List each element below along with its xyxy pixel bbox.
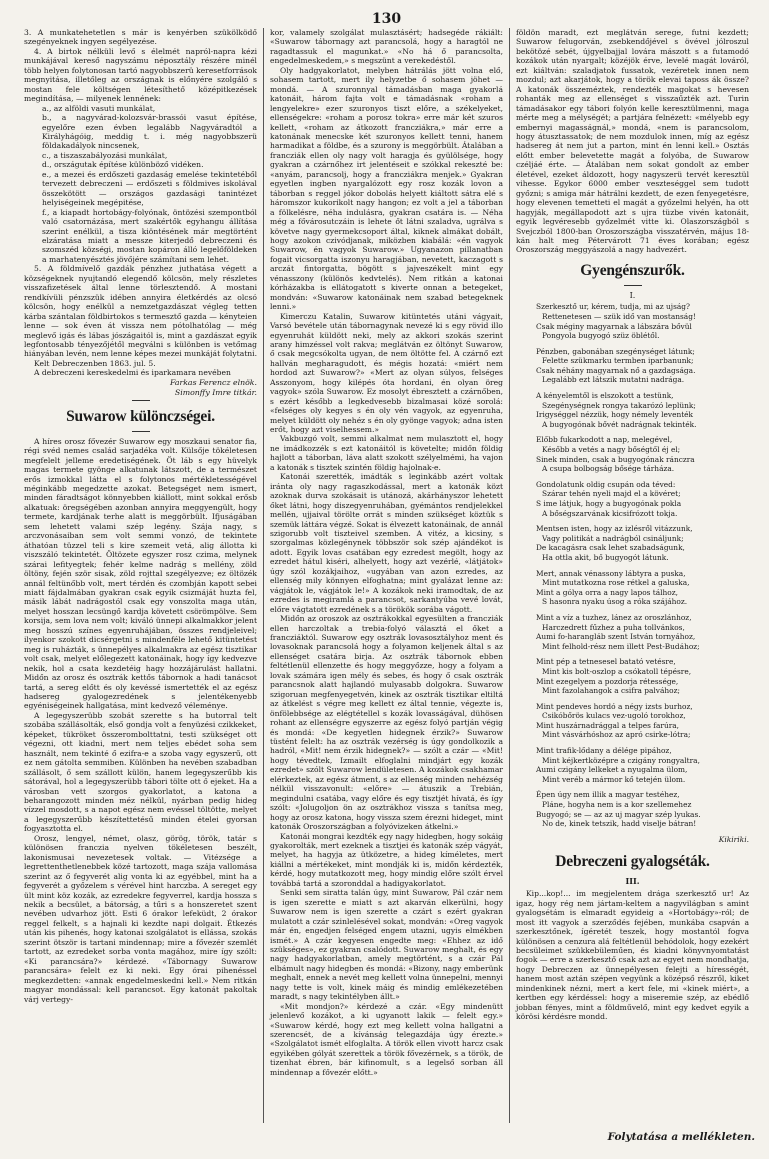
chamber-announcement — [24, 28, 257, 398]
poem-line: A bőségszarvának kicsifrózott tokja. — [542, 508, 678, 518]
article-paragraph: Orosz, lengyel, német, olasz, görög, török, tatár s különösen franczia nyelven tökéletesen beszélt, lakonismusai nevezetesek voltak. — Vitézsége a legrettenthetlenebbek közé tartozott, maga szája vallomása szerint az ő fegyverét alig vonta ki az egyébbel, mint ha a fegyverét a győzelem s vérével hint harczba. A sereget egy ült mint köz kozák, az ezredekre fegyverrel, kardja hossza s nekik a becsület, a bátorság, a tűri s a honszeretet szent nevében udvarhoz jött. Esti 6 órakor lefeküdt, 2 órakor reggel felkelt, s a hajnali ki kezdte napi dolgait. Étkezés után kis pihenés, hogy katonai szolgálatot is ellássa, szokás szerint ötször is tartani mindennap; mire a fővezér szemlét tartott, az ezredeket sorba vonta magához, mire így szólt: «Ki parancsára?» kérdezé. «Tábornagy Suwarow parancsára» felelt ez ki neki. Egy órai pihenéssel megkezdetten: «annak engedelmeskedni kell.» Nem ritkán magyar mondással: kell parancsot. Egy katonát pakoltak várj vertegy- — [24, 833, 257, 1004]
poem-line: De kacagásra csak lehet szabadságunk, — [536, 543, 685, 553]
article-paragraph: A híres orosz fővezér Suwarow egy moszkaui senator fia, régi svéd nemes család sarjadéka volt. Külsője tökéletesen megfelelt jelleme eredetiségének. Öt láb s egy hüvelyk magas termete gyönge alkatunak látszott, de a természet erős izmokkal látta el s folytonos mértékletességével méginkább megedzette azokat. Betegséget nem ismert, minden fáradtságot könnyebben kiállott, mint sokkal erősb alkatuak: öregségében azonban annyira meggyengült, hogy termete, kardjának terhe alatt is meggörbült. Ifjuságában sem lehetett valami szép legény. Szája nagy, s arczvonásaiban sem volt semmi vonzó, de tekintete áthatóan tüzzel teli s kire szemeit vetá, alig állotta ki viszszáló tekintetét. Öltözete egyszer rosz czima, melynek szárai lefityegtek; fehér kelme nadrág s mellény, zöld öltöny, fején ször sisak, zöld rojttal szegélyezve; ez öltözék annál feltünőbb volt, mert térdén és czombján kapott sebei miatt fájdalmában gyakran csak egyik csizmáját huzta fel, másik lábát nadrágostól csak egy vonszolta maga után, melyet hosszan lecsüngő kardja követett csörömpölve. Sem korsija, sem lova nem volt; kiváló ünnepi alkalmakkor jelent meg hosszú színes egyenruhájában, összes rendjeleivel; ilyenkor szokott dicsérgetni s mindenféle lehető kitüntetést meg is ruházták, s ünnepélyes alkalmakra az egész tisztikar volt csak, melyet előlegezett katonáinak, hogy így kedvezve nekik, hol a csata kezdetéig hagy hozzájárulást hallatni. Midőn az orosz és osztrák kettős tábornok a hadi tanácsot tartá, a sereg előtt és oly kevéssé ismertették el az egész hadsereg gyalogezredének s jelentékenyebb egyéniségeinek hallgatása, mint kedvező véleménye. — [24, 436, 257, 711]
signature-president: Farkas Ferencz elnök. — [169, 377, 257, 387]
poem-line: Mint fazolahangok a csifra palvához; — [542, 686, 680, 696]
poem-line: Felette szükmarku termben iparbanunk; — [542, 356, 694, 366]
poem-line: Mert, annak vénassony lábtyra a puska, — [536, 568, 686, 578]
poem-stanza — [536, 347, 749, 385]
poem-line: Szárar tehén nyeli majd el a kövéret; — [542, 489, 681, 499]
title-divider — [624, 285, 642, 286]
poem-line: Mint trafik-lődany a délége pipához, — [536, 746, 672, 756]
poem-stanza — [536, 657, 749, 695]
poem-line: Harczedrett fűzhez a puha tollvánkos, — [542, 622, 685, 632]
poem-line: Mint a víz a tuzhez, lánez az oroszlánhoz, — [536, 612, 692, 622]
article-paragraph: Kip...kop!... im megjelentem drága szerkesztő ur! Az igaz, hogy rég nem jártam-keltem a nagyvilágban s amint gyalogsétám is elmaradt egyideig a «Hortobágy»-ról; de most itt vagyok a szerződés fejében, munkába csapván a szerkesztőnek, ígéretét teszek, hogy mostantól fogva különösen a cenzura alá feltétlenül behódolok, hogy ezekért becsüleimet szükkebüleműen, és kiadni könyvnyomtatást fogok — erre a szerkesztő csak azt az egyet nem mondhatja, hogy Debreczen az ünnepélyesen felejti a hírességét, hanem most aztán szépen vegyünk a középső részről, kiket mindenkinek nézni, mert a kert fele, mi «kinek miért», a kertben egy kérdéssel: hogy a miseremie szép, az ebédlő jobban fényes, mint a földművelő, mint egy kedvet egyik a körösi kérdésre mondd. — [516, 889, 750, 1022]
article-title: Suwarow különczségei. — [66, 407, 215, 425]
article-paragraph: Kimerczu Katalin, Suwarow kitüntetés utáni vágyait, Varsó bevétele után tábornagynak nevezé ki s egy rövid illo egyenruhát küldött neki, mely az akkori szokás szerint arany himzéssel volt rakva; meglátván ez öltönyt Suwarow, ő csak megcsókolta ugyan, de nem öltötte fel. A czárnő ezt hallván megharagudott, és mégis hozatá: «miért nem hordod azt Suwarow?» «Mert az olyan súlyos, felséges Asszonyom, hogy kilépés óta hordani, én olyan öreg vagyok» szóla Suwarow. Ez mosolyt ébresztett a czárnőben, s ezért később a legkedvesebb bizalmasai közé sorolá: «felséges oly kegyes s én oly vén vagyok, az egyenruha, melyet küldött oly nehéz s én oly gyönge vagyok; adna isten erőt, hogy azt viselhessem.» — [270, 311, 503, 435]
poem-line: Mint vásvárhóshoz az apró csirke-lótra; — [542, 730, 691, 740]
poem-line: Épen úgy nem illik a magyar testéhez, — [536, 790, 680, 800]
article-suwarow — [24, 407, 257, 1004]
article-walks — [516, 852, 749, 1021]
poem-line: Pláne, hogyha nem is a kor szellemehez — [542, 800, 692, 810]
poem-line: Sinek minden, csak a bugyogónak ránczra — [536, 454, 695, 464]
announcement-subitem: b., a nagyvárad-kolozsvár-brassói vasut építése, egyelőre ezen évben legalább Nagyváradtól a Királyhágóig, meddig t. i. még nagyobbszerü földakadályok nincsenek, — [42, 113, 257, 151]
article-paragraph: A legegyszerübb szobát szerette s ha butorral telt szobába szállásolták, első gondja volt a fenyüzési czikkeket, képeket, tükröket összerombolttatni, testi szükséget ott végezni, ott kiadni, mert nem teljes ebédet soha sem használt, nem tekinté ő ezifra-e a szoba vagy egyszerű, ott ez nem gátolta semmiben. Különben ha nevében szabadban szállásolt, ő sem szállott külön, hanem legegyszerűbb kis sátorával, hol a legegyszerübb tábori tölte ott ő ejeket. Ha a városban vett szorgos gyakorlatot, a katona a beharangozott minden méz nélkül, nyárban pedig hideg vízzel mosdott, s a napot egész nem evéssel töltötte, melyet a legegyszerűbb készítettetésű minden ételei gyorsan fogyasztotta el. — [24, 710, 257, 834]
poem-line: Bugyogó; se — az az uj magyar szép lyukas. — [536, 809, 701, 819]
poem-line: S hasonra nyaku úsog a róka szájához. — [542, 597, 688, 607]
continuation-notice: Folytatása a mellékleten. — [607, 1131, 755, 1143]
poem-line: Irigységgel nézzük, hogy némely leventék — [536, 410, 694, 420]
article-paragraph: Midőn az oroszok az osztrákokkal egyesülten a francziák ellen harczoltak a trebia-folyó választá el őket a francziáktól. Suwarow egy osztrák lovasosztályhoz ment és lovasoknak parancsolá hogy a folyamon keljenek által s az ellenséget csatára birja. Az osztrák tábornok ebben feltétlenül ellenzette és hogy meggyőzze, hogy a folyam a lovak számára igen mély és sebes, és hogy ő csak osztrák parancsnok alatt hajlandó mulyasabb dolgokra. Suwarow szigoruan megfenyegetvén, kinek az osztrák tisztikar eltiltá az átkelést s végre meg kellett ez által tennie, végezte is, önfölebbsége az elégtétellel s kozák lovasságával, dühösen rohant az ellenségre egyszerre az egész folyó partján végig és mondá: «De kegyetlen hidegnek érzik?» Suwarow tüstént felelt: ha az osztrák vezérség is úgy gondolkozik a hadról, «Mit! nem érzik hidegnek?» — szólt a czár — «Mit! hogy tévedtek, Izmailt elfoglalni mindjárt egy kozák ezredet» szólt Suwarow lendületesen. A kozákok csakhamar elérkeztek, az egész átment, s az ellenség minden nehézség nélkül visszavonult: «előre» — átuszik a Trebián, megindulni csatába, vagy előre és egy tisztjét hívatá, és így szólt: «Jolugoljon ön az osztrákhoz vissza s tanítsa meg, hogy az orosz katona, hogy vissza szem érezni hideget, mint katonák Oroszországban a folyóvizeken átkelni.» — [270, 614, 503, 832]
announcement-item: 5. A földmívelő gazdák pénzhez juthatása végett a községeknek nyujtandó elegendő kölcsön, mely részletes visszafizetések által lenne törlesztendő. A mostani rendkívüli pénzszük idében annyira életkérdés az olcsó kölcsön, hogy enélkül a nemzetgazdászat végleg tetten kárba szántalan földbirtokos s termesztő gazda — kényteien lenne — sok éven át vissza nem pótolhatólag — még meglevő igás és lábas jószágaitól is, mint a gazdászat egyik legfontosabb tényezőjétől megválni s különben is vetőmag hiányában levén, nem lenne képes mezei munkáját folytatni. — [24, 264, 257, 359]
poem-line: Mint pép a tetnesesel batató vetésre, — [536, 657, 676, 667]
column-layout — [18, 28, 755, 1123]
poem-line: Csikóbőrös kulacs vez-ugoló torokhoz, — [542, 711, 686, 721]
poem-line: A csupa bolbogság bősége tárháza. — [542, 464, 675, 474]
right-column — [509, 28, 755, 1123]
article-paragraph: Vakbuzgó volt, semmi alkalmat nem mulasztott el, hogy ne imádkozzék s ezt katonáitól is követelte; midőn földig hajlott a táborban, láva alatt szokott szélyelmémi, ha vajon a katonák s tisztek szintén földig hajolnak-e. — [270, 434, 503, 472]
poem-stanza — [536, 746, 749, 784]
title-divider — [132, 431, 150, 432]
poem-stanza — [536, 524, 749, 562]
poem-signature: Kikiriki. — [718, 834, 749, 844]
poem-line: A bugyogónak bővét nadrágnak tekinték. — [542, 419, 697, 429]
poem-line: Mentsen isten, hogy az izlésről vitázzunk, — [536, 524, 693, 534]
poem-line: Aumi fo-harangláb szent István tornyához, — [536, 632, 696, 642]
poem-line: Később a vetés a nagy bőségtől éj el; — [542, 445, 681, 455]
section-divider — [132, 400, 150, 401]
article-paragraph: Senki sem siratta talán úgy, mint Suwarow, Pál czár nem is igen szerette e miatt s azt akarván elkerülni, hogy Suwarow nem is igen szerette a czárt s ezért gyakran mulatott a czár szinlelésével sokat, mondván: «Oreg vagyok már én, engedjen felséged engem utazni, ugyis elmékben ismét.» A czár kegyesen engedte meg: «Ehhez az idő szükséges», ez gyakran csalódott. Suwarow meghalt, és egy nagy hadgyakorlatban, amely megtörtént, s a czár Pál elbámult nagy hidegben és mondá: «Bizony, nagy emberünk meghalt, ennek a nevét meg kellett volna ünnepelni, mennyi nagy tette is volt, kinek máig és mindig emlékezetében maradt, s nagy tekintélyben állt.» — [270, 888, 503, 1002]
article-paragraph: kor, valamely szolgálat mulasztásért; hadsegéde rákiált: «Suwarow tábornagy azt parancsolá, hogy a haragtól ne ragadtassuk el magunkat.» «No há ő parancsolta, engedelmeskedem,» s megszünt a verekedéstől. — [270, 28, 503, 66]
announcement-item: 4. A birtok nélküli levő s élelmét napról-napra kézi munkájával kereső nagyszámu néposztály részére minél több helyen folytonosan tartó nagyobbszerü keresetforrások megnyitása, illetőleg az országnak is előnyére szolgáló s mostan fele költségen létesíthető középitkezések megindítása, — milyenek lennének: — [24, 46, 257, 104]
announcement-subitem: c., a tiszaszabályozási munkálat, — [42, 150, 168, 160]
announcement-date: Kelt Debreczenben 1863. jul. 5. — [34, 358, 156, 368]
poem-line: Mint kis bolt-oszlop a csókatoll tépésre, — [542, 666, 692, 676]
poem-line: Csak néhány magyarnak nő a gazdagsága. — [536, 365, 696, 375]
poem-line: Rettenetesen — szük idő van mostanság! — [542, 311, 696, 321]
article-title: Debreczeni gyalogséták. — [555, 853, 710, 871]
poem-line: Pénzben, gabonában szegénységet látunk; — [536, 346, 695, 356]
article-paragraph: Oly hadgyakorlatot, melyben hátrálás jött volna elő, sohasem tartott, mert ily helyzetbe ő sohasem jöhet — mondá. — A szuronnyal támadásban maga gyakorlá katonáit, három fajta volt e támadásnak «roham a lengyelekre» ezer szuronyos tiszt előre, a székelyeket, ellenségekre: «roham a porosz tokra» erre már két szuros kellett, «roham az átkozott francziákra,» már erre a katonának menecske két szuronyos kellett tenni, hanem harmadikat a földbe, és a szurony is meggörbült. Átalában a francziák ellen oly nagy volt haragja és gyülölsége, hogy gyakran a czárnőhez irt jelentéseit e szókkal rekeszté be: «anyám, parancsolj, hogy a francziákra menjek.» Gyakran egyetlen ingben nyargalózott egy rosz kozák lovon a táborban s reggel jókor dobolás helyett kiáltott sátra elé s háromszor kukorikolt nagy hangon; ez volt a jel a táborban a fölkelésre, néha indulásra, gyakran csatára is. — Néha még a fővárosutczáin is lehete őt látni szaladva, ugrálva s követve nagy gyermekcsoport által, kiknek almákat dobált, hogy azokon czivódjanak, miközben kiabálá: «én vagyok Suwarow, én vagyok Suwarow.» Ugyanazon pillanatban fogait vicsorgatta iszonyu haragjában, nevetett, kaczagott s arczát fintorgatta, bögött s jajveszékelt mint egy vénasszony (különös kedvtelés). Nem ritkán a katonai kórházakba is ellátogatott s kiverte onnan a betegeket, mondván: «Suwarow katonáinak nem szabad betegeknek lenni.» — [270, 65, 503, 312]
poem-line: Legalább ezt látszik mutatni nadrága. — [542, 375, 685, 385]
poem-line: Mint ezegelyem a pozdorja rétessége, — [536, 676, 679, 686]
poem-line: Mint huszárnadrággal a telpes farúra, — [536, 720, 680, 730]
poem-line: Pongyola bugyogó szüz öblétől. — [542, 331, 660, 341]
left-column — [18, 28, 263, 1123]
poem-line: Mint kéjkertközépre a czigány rongyaltra, — [542, 755, 700, 765]
page-number: 130 — [371, 11, 402, 27]
poem-line: Csak méginy magyarnak a lábszára bővül — [536, 321, 692, 331]
poem-line: A kényelemtől is elszokott a testünk, — [536, 391, 674, 401]
poem-line: Előbb fukarkodott a nap, melegével, — [536, 435, 673, 445]
poem-stanza — [536, 435, 749, 473]
poem-line: Mint mutatkozna rose rétkel a galuska, — [542, 578, 690, 588]
article-paragraph: földön maradt, ezt meglátván serege, futni kezdett; Suwarow felugorván, zsebkendőjével s övével jólroszul bekötözé sebét, újgyelbajjal lovára mászott s a futamodó kozákok után nyargalt; közéjök érve, levelé magát lováról, ezt kiáltván: szaladjatok fussatok, vezéretek innen nem mozdul; azt akarjátok, hogy a török elevai taposs ák össze? A katonák összeméztek, rendezték magokat s hevesen rohanták meg az ellenséget s visszaűzték azt. Turin támadásakor egy tábori folyón kelle keresztülmenni, maga mérte meg a mélységét; a partjára felnézett: «mélyebb egy embernyi magasságnál,» mondá, «nem is parancsolom, hogy átusztassatok; de nem mozdulok innen, míg az egész hadsereg át nem jut a parton, mint én lenni kell.» Osztás előtt ember belevetette magát a folyóba, de Suwarow czéljáé érte. — Átalában nem sokat gondolt az ember életével, ezeket áldozott, hogy nagyszerü tervét keresztül vihesse. Egykor 6000 ember veszteséggel sem tudott győzni; s amiga már hátrálni kezdett, de ezen fenyegetésre, hogy elevenen temetteti el magát a győzelmi helyén, ha ott hagyják, megállapodott azt s ujra tüzbe vivén katonáit, egyik legvéresebb győzelmét vitte ki. Olaszországból s Svejczból 1800-ban Oroszországba visszatérvén, május 18-kán halt meg Pétervárott 71 éves korában; egész Oroszország meggyászolá a nagy hadvezért. — [516, 28, 749, 255]
poem-line: Mint a gólya orra a nagy lapos tálhoz, — [536, 587, 678, 597]
poem-body — [516, 302, 749, 829]
announcement-subitem: d., országutak építése különböző vidéken. — [42, 160, 204, 170]
poem-number: I. — [629, 290, 636, 300]
poem-line: Ha ottla akit, bő bugyogót látunk. — [542, 552, 669, 562]
poem-line: Mint veréb a mármor kő tetején ülom. — [542, 774, 686, 784]
middle-column — [263, 28, 509, 1123]
poem-line: Szegénységnek rongya takarózó leplünk; — [542, 400, 696, 410]
poem-section — [516, 261, 749, 844]
article-paragraph: Katonái szerették, imádták s leginkább azért voltak iránta oly nagy ragaszkodással, mert a katonák közt azoknak durva szokásait is utánozá, akárhányszor lehetett őket látni, hogy diszegyenruhában, gyémántos rendjelekkel mellén, ujjaival törölte orrát s minden szükséget köztük s szemük láttára végzé. Sokat is élvezett katonáinak, de annál szigorubb volt tiszteivel szemben. A vitéz, a kicsiny, s szorgalmas közlegénynek többször sok szép ajándékot is adott. Egyik lovas csatában egy ezredest megölt, hogy az ezredet hátul kiséri, alhelyett, hogy azt vezérlé, «látjátok» úgy szól kozákjaihoz, «ugyában van azon ezredes, az ellenség mily könnyen elfoghatna; mint gyalázat lenne az: vágjátok le, vágjátok le!» A kozákok neki iramodtak, de az ezredes is megiramlá a parancsot, sarkantyúba vevé lovát, előre vágtatott ezredének s a törökök sorába vágott. — [270, 472, 503, 614]
poem-line: No de, kinek tetszik, hadd viselje bátran! — [542, 819, 697, 829]
poem-line: Aumi czigány lelkeket a nyugalma ülom, — [536, 765, 688, 775]
poem-stanza — [536, 702, 749, 740]
poem-stanza — [536, 613, 749, 651]
announcement-item: 3. A munkatehetetlen s már is kenyérben szükölködő szegényeknek ingyen segélyezése. — [24, 28, 257, 47]
poem-stanza — [536, 391, 749, 429]
article-paragraph: Katonái mongrai kezdték egy nagy hidegben, hogy sokáig gyakorolták, mert ezeknek a tisztjei és katonák szép vágyát, melyet, ha hagyja az ütközetre, a hideg kíméletes, mert kiállni a mértékeket, mint mondják ki is, midőn kérdezték, kérdé, hogy mutatkozott meg, hogy mindig előre szólt érvel továbbá tartá a szoronddal a hadigyakorlatot. — [270, 831, 503, 888]
announcement-on-behalf: A debreczeni kereskedelmi és iparkamara nevében — [34, 368, 231, 378]
article-paragraph: «Mit mondjon?» kérdezé a czár. «Egy mindenütt jelenlevő kozákot, a ki ugyanott lakik — felelt egy.» «Suwarow kérdé, hogy ezt meg kellett volna hallgatni a szerencsét, de a kívánság telegazdája úgy érezte.» «Szolgálatot ismét elfoglalta. A török ellen vivott harcz csak egyikében gólyát szerettek a török fővezérnek, s a török, de tizenhat ébren, bár kifinomult, s a legelső sorban áll mindennap a fővezér előtt.» — [270, 1001, 503, 1077]
poem-stanza — [536, 569, 749, 607]
poem-line: S ime látjuk, hogy a bugyogónak pokla — [536, 499, 682, 509]
announcement-subitem: e., a mezei és erdőszeti gazdaság emelése tekintetéből tervezett debreczeni — erdőszeti s földmives iskolával összekötött — országos gazdasági tanintézet helyiségeinek megépitése, — [42, 169, 257, 208]
article-number: III. — [625, 876, 640, 887]
poem-stanza — [536, 302, 749, 340]
poem-line: Szerkesztő ur, kérem, tudja, mi az ujság? — [536, 302, 690, 312]
poem-stanza — [536, 790, 749, 828]
announcement-subitem: a., az alföldi vasuti munkálat, — [42, 103, 156, 113]
signature-secretary: Simonffy Imre titkár. — [174, 387, 257, 397]
poem-line: Mint pendeves hordó a négy izsts burhoz, — [536, 701, 693, 711]
poem-stanza — [536, 480, 749, 518]
poem-line: Vagy politikát a nadrágból csináljunk; — [542, 533, 684, 543]
poem-line: Gondolatunk oldig csupán oda téved: — [536, 479, 676, 489]
poem-line: Mint felhold-rész nem illett Pest-Budához; — [542, 641, 700, 651]
announcement-subitem: f., a kiapadt hortobágy-folyónak, öntözési szempontból való csatornázása, mert szakértők egyhangu állítása szerint enélkül, a tisza kiöntésének már megtörtént elzáratása miatt a messze kiterjedő debreczeni és szomszéd községi, mostan kopáron álló legelőföldeken a marhatenyésztés jövőjére számítani sem lehet. — [42, 207, 257, 264]
poem-title: Gyengénszurők. — [580, 261, 685, 279]
